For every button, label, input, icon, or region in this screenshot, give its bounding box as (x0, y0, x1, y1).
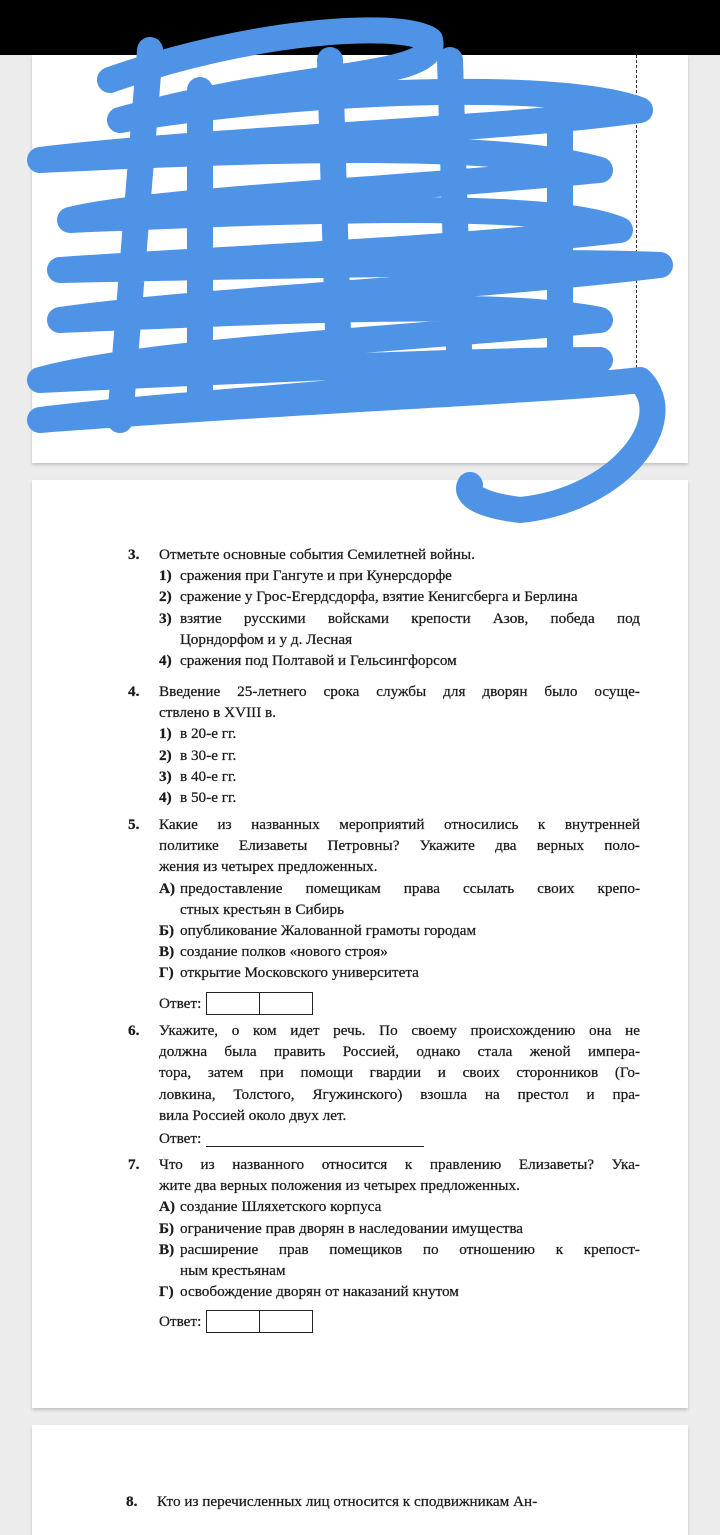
question-number: 7. (128, 1156, 140, 1173)
answer-box-2[interactable] (259, 993, 312, 1014)
question-number: 3. (128, 546, 140, 563)
question-text-line: Введение 25-летнего срока службы для дворян было осуще- (159, 683, 640, 700)
answer-option (159, 1218, 640, 1239)
question-number: 8. (126, 1493, 138, 1510)
question-text-line: Что из названного относится к правлению Елизаветы? Ука- (159, 1156, 640, 1173)
question-text-line: жите два верных положения из четырех предложенных. (159, 1177, 520, 1195)
answer-row (159, 1128, 640, 1149)
answer-option (159, 1281, 640, 1302)
answer-line[interactable] (206, 1130, 424, 1147)
option-key: Г) (159, 1283, 174, 1301)
answer-row (159, 1310, 640, 1333)
answer-option (159, 1239, 640, 1281)
answer-option (159, 745, 640, 766)
scribble-redaction (0, 0, 720, 540)
answer-boxes (206, 1310, 313, 1333)
question-text-line: ловкина, Толстого, Ягужинского) взошла на престол и пра- (159, 1085, 640, 1103)
question-text-line: политике Елизаветы Петровны? Укажите два верных поло- (159, 837, 640, 855)
option-text: ограничение прав дворян в наследовании имущества (180, 1219, 524, 1237)
option-key: 1) (159, 567, 172, 585)
question-8 (126, 1491, 638, 1512)
answer-option (159, 962, 640, 983)
option-key: В) (159, 1240, 175, 1258)
document-page-3 (32, 1425, 688, 1535)
option-key: 3) (159, 767, 172, 785)
option-text: Цорндорфом и у д. Лесная (180, 630, 353, 648)
question-text-line: вила Россией около двух лет. (159, 1106, 347, 1124)
option-text: в 20-е гг. (180, 725, 237, 743)
option-key: Б) (159, 1219, 175, 1237)
option-text: сражения при Гангуте и при Кунерсдорфе (180, 567, 452, 585)
question-text-line: Укажите, о ком идет речь. По своему происхождению она не (159, 1022, 640, 1039)
answer-label: Ответ: (159, 994, 202, 1012)
question-6 (128, 1020, 640, 1149)
question-7 (128, 1154, 640, 1333)
option-text: опубликование Жалованной грамоты городам (180, 922, 477, 940)
answer-option (159, 565, 640, 586)
answer-box-1[interactable] (207, 993, 259, 1014)
option-key: А) (159, 1198, 176, 1216)
answer-boxes (206, 992, 313, 1015)
question-number: 6. (128, 1022, 140, 1039)
option-text: в 30-е гг. (180, 746, 237, 764)
answer-option (159, 766, 640, 787)
option-key: Б) (159, 922, 175, 940)
question-text-line: Какие из названных мероприятий относились к внутренней (159, 816, 640, 833)
option-text: создание Шляхетского корпуса (180, 1198, 382, 1216)
option-key: 4) (159, 652, 172, 670)
question-text-line: Кто из перечисленных лиц относится к сподвижникам Ан- (157, 1493, 538, 1510)
question-text-line: Отметьте основные события Семилетней войны. (159, 546, 475, 563)
question-5 (128, 814, 640, 1015)
question-text-line: ствлено в XVIII в. (159, 704, 277, 722)
answer-option (159, 878, 640, 920)
answer-option (159, 920, 640, 941)
option-text: расширение прав помещиков по отношению к крепост- (180, 1240, 640, 1258)
option-key: 2) (159, 588, 172, 606)
option-key: 1) (159, 725, 172, 743)
answer-label: Ответ: (159, 1313, 202, 1331)
option-key: В) (159, 943, 175, 961)
option-key: А) (159, 879, 176, 897)
option-text: освобождение дворян от наказаний кнутом (180, 1283, 459, 1301)
option-text: предоставление помещикам права ссылать своих крепо- (180, 879, 640, 897)
answer-option (159, 723, 640, 744)
question-4 (128, 681, 640, 808)
option-text: сражения под Полтавой и Гельсингфорсом (180, 652, 457, 670)
answer-option (159, 586, 640, 607)
option-key: 3) (159, 609, 172, 627)
option-key: Г) (159, 964, 174, 982)
option-text: сражение у Грос-Егердсдорфа, взятие Кенигсберга и Берлина (180, 588, 578, 606)
answer-label: Ответ: (159, 1130, 202, 1148)
answer-option (159, 787, 640, 808)
option-text: в 50-е гг. (180, 789, 237, 807)
answer-option (159, 1196, 640, 1217)
answer-option (159, 941, 640, 962)
answer-box-2[interactable] (259, 1311, 312, 1332)
question-3 (128, 544, 640, 671)
option-text: открытие Московского университета (180, 964, 419, 982)
question-text-line: должна была править Россией, однако стала женой импера- (159, 1043, 640, 1061)
question-text-line: тора, затем при помощи гвардии и своих сторонников (Го- (159, 1064, 640, 1082)
option-key: 2) (159, 746, 172, 764)
option-key: 4) (159, 789, 172, 807)
answer-option (159, 650, 640, 671)
answer-option (159, 608, 640, 650)
question-text-line: жения из четырех предложенных. (159, 858, 378, 876)
option-text: ным крестьянам (180, 1262, 286, 1280)
option-text: стных крестьян в Сибирь (180, 900, 345, 918)
question-number: 4. (128, 683, 140, 700)
question-number: 5. (128, 816, 140, 833)
option-text: взятие русскими войсками крепости Азов, победа под (180, 609, 640, 627)
option-text: создание полков «нового строя» (180, 943, 388, 961)
answer-box-1[interactable] (207, 1311, 259, 1332)
option-text: в 40-е гг. (180, 767, 237, 785)
answer-row (159, 992, 640, 1015)
